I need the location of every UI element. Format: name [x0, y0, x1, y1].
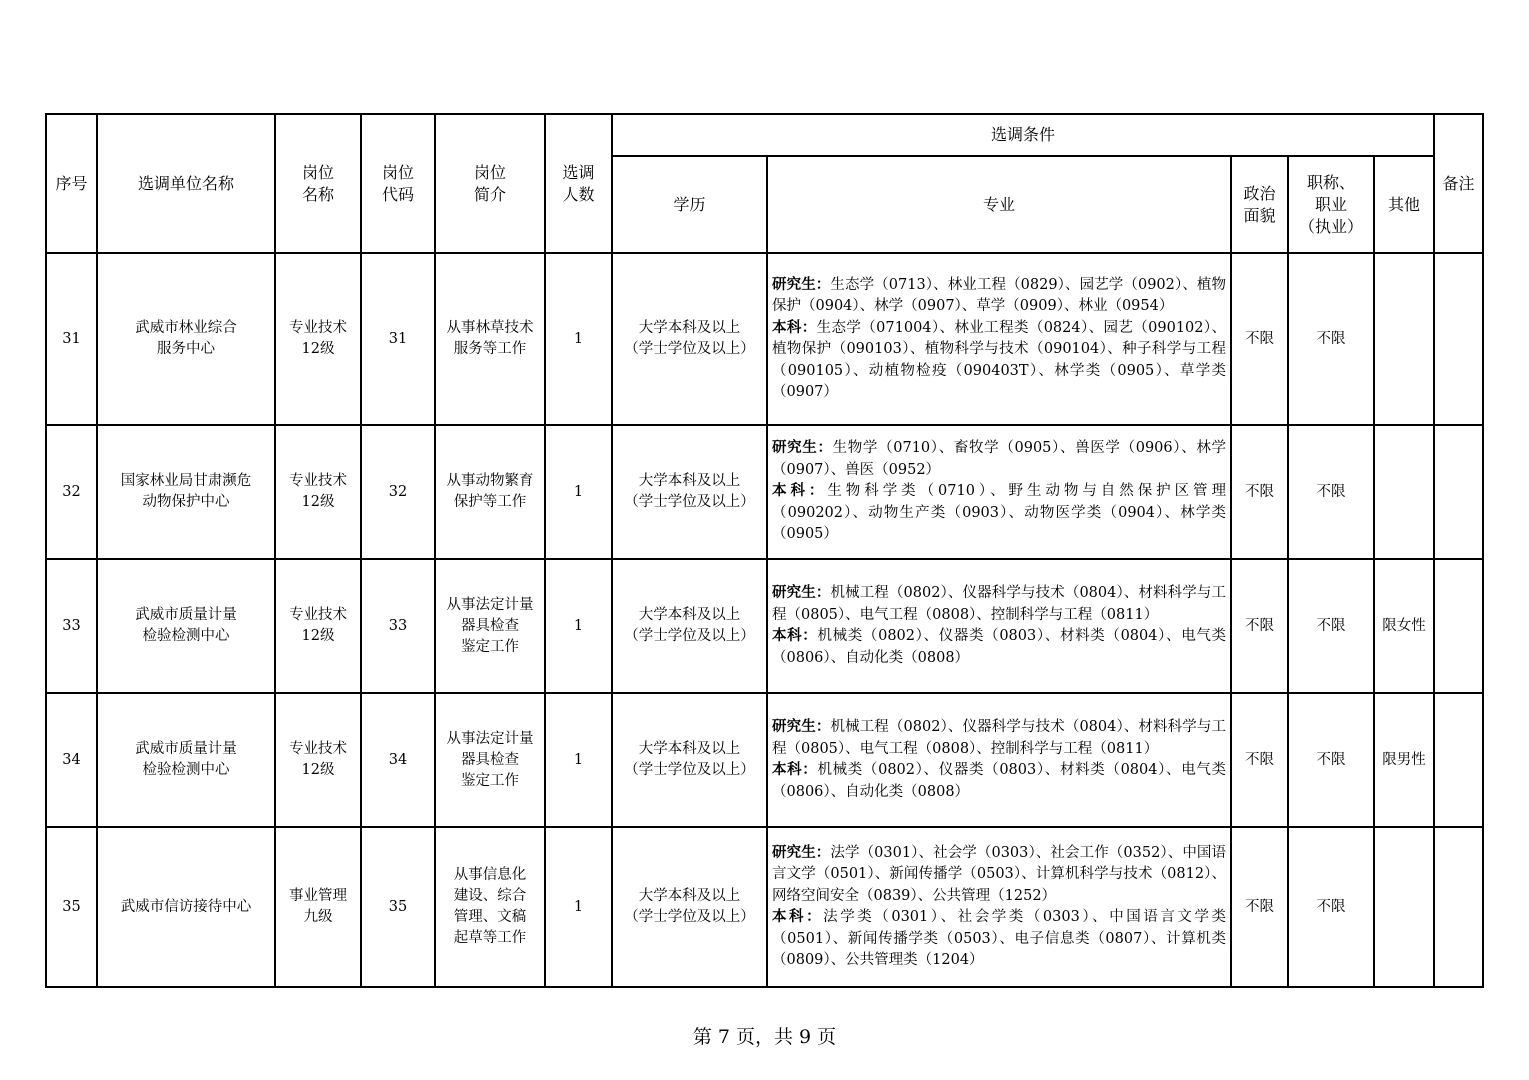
cell-post-code: 34	[361, 693, 435, 827]
cell-political: 不限	[1231, 425, 1288, 559]
cell-remark	[1434, 827, 1483, 987]
cell-post-code: 35	[361, 827, 435, 987]
header-title: 职称、 职业 （执业）	[1288, 156, 1374, 253]
cell-education: 大学本科及以上 （学士学位及以上）	[612, 693, 767, 827]
grad-label: 研究生：	[772, 844, 831, 861]
recruitment-table	[45, 113, 1484, 988]
cell-unit: 武威市质量计量 检验检测中心	[97, 559, 275, 693]
grad-label: 研究生：	[772, 276, 831, 293]
cell-other	[1374, 827, 1434, 987]
table-row	[46, 425, 1483, 559]
cell-major	[767, 693, 1231, 827]
header-conditions: 选调条件	[612, 114, 1434, 156]
header-post-desc: 岗位 简介	[435, 114, 545, 253]
cell-remark	[1434, 253, 1483, 425]
header-row-1	[46, 114, 1483, 156]
cell-other	[1374, 253, 1434, 425]
cell-political: 不限	[1231, 559, 1288, 693]
cell-unit: 武威市信访接待中心	[97, 827, 275, 987]
cell-seq: 31	[46, 253, 97, 425]
cell-education: 大学本科及以上 （学士学位及以上）	[612, 827, 767, 987]
cell-title: 不限	[1288, 559, 1374, 693]
cell-education: 大学本科及以上 （学士学位及以上）	[612, 425, 767, 559]
cell-unit: 武威市林业综合 服务中心	[97, 253, 275, 425]
cell-post-desc: 从事法定计量 器具检查 鉴定工作	[435, 693, 545, 827]
grad-majors: 生物学（0710）、畜牧学（0905）、兽医学（0906）、林学（0907）、兽医（0952）	[772, 440, 1227, 478]
table-row	[46, 827, 1483, 987]
cell-post-name: 专业技术 12级	[275, 253, 361, 425]
header-major: 专业	[767, 156, 1231, 253]
cell-post-code: 32	[361, 425, 435, 559]
grad-label: 研究生：	[772, 719, 831, 735]
grad-label: 研究生：	[772, 440, 833, 457]
cell-political: 不限	[1231, 827, 1288, 987]
cell-seq: 33	[46, 559, 97, 693]
cell-post-desc: 从事信息化 建设、综合 管理、文稿 起草等工作	[435, 827, 545, 987]
undergrad-majors: 法学类（0301）、社会学类（0303）、中国语言文学类（0501）、新闻传播学类（0503）、电子信息类（0807）、计算机类（0809）、公共管理类（1204）	[772, 909, 1226, 968]
cell-remark	[1434, 559, 1483, 693]
table-row	[46, 693, 1483, 827]
cell-count: 1	[545, 827, 612, 987]
undergrad-majors: 生态学（071004）、林业工程类（0824）、园艺（090102）、植物保护（090103）、植物科学与技术（090104）、种子科学与工程（090105）、动植物检疫（090403T）、林学类（0905）、草学类（0907）	[772, 319, 1227, 400]
cell-post-desc: 从事法定计量 器具检查 鉴定工作	[435, 559, 545, 693]
undergrad-majors: 机械类（0802）、仪器类（0803）、材料类（0804）、电气类（0806）、自动化类（0808）	[772, 628, 1227, 666]
cell-post-code: 31	[361, 253, 435, 425]
cell-post-desc: 从事动物繁育 保护等工作	[435, 425, 545, 559]
cell-other	[1374, 425, 1434, 559]
cell-seq: 32	[46, 425, 97, 559]
grad-majors: 机械工程（0802）、仪器科学与技术（0804）、材料科学与工程（0805）、电气工程（0808）、控制科学与工程（0811）	[772, 719, 1227, 757]
header-unit: 选调单位名称	[97, 114, 275, 253]
cell-post-name: 专业技术 12级	[275, 425, 361, 559]
cell-post-name: 专业技术 12级	[275, 559, 361, 693]
cell-title: 不限	[1288, 253, 1374, 425]
table-row	[46, 559, 1483, 693]
grad-majors: 法学（0301）、社会学（0303）、社会工作（0352）、中国语言文学（0501）、新闻传播学（0503）、计算机科学与技术（0812）、网络空间安全（0839）、公共管理（1252）	[772, 844, 1227, 904]
header-seq: 序号	[46, 114, 97, 253]
cell-major	[767, 559, 1231, 693]
cell-major	[767, 253, 1231, 425]
cell-education: 大学本科及以上 （学士学位及以上）	[612, 253, 767, 425]
undergrad-label: 本科：	[772, 319, 817, 336]
page-number: 第 7 页，共 9 页	[692, 1026, 837, 1048]
cell-count: 1	[545, 693, 612, 827]
cell-major	[767, 425, 1231, 559]
cell-other: 限男性	[1374, 693, 1434, 827]
header-post-code: 岗位 代码	[361, 114, 435, 253]
header-political: 政治 面貌	[1231, 156, 1288, 253]
cell-count: 1	[545, 253, 612, 425]
cell-post-name: 事业管理 九级	[275, 827, 361, 987]
undergrad-majors: 机械类（0802）、仪器类（0803）、材料类（0804）、电气类（0806）、自动化类（0808）	[772, 762, 1227, 800]
cell-post-desc: 从事林草技术 服务等工作	[435, 253, 545, 425]
cell-count: 1	[545, 425, 612, 559]
cell-political: 不限	[1231, 693, 1288, 827]
undergrad-label: 本科：	[772, 909, 824, 925]
cell-remark	[1434, 693, 1483, 827]
cell-unit: 武威市质量计量 检验检测中心	[97, 693, 275, 827]
cell-post-code: 33	[361, 559, 435, 693]
cell-seq: 34	[46, 693, 97, 827]
grad-majors: 生态学（0713）、林业工程（0829）、园艺学（0902）、植物保护（0904）、林学（0907）、草学（0909）、林业（0954）	[772, 276, 1227, 314]
grad-label: 研究生：	[772, 585, 831, 601]
table-row	[46, 253, 1483, 425]
undergrad-label: 本科：	[772, 483, 828, 500]
header-other: 其他	[1374, 156, 1434, 253]
header-education: 学历	[612, 156, 767, 253]
header-count: 选调 人数	[545, 114, 612, 253]
undergrad-majors: 生物科学类（0710）、野生动物与自然保护区管理（090202）、动物生产类（0903）、动物医学类（0904）、林学类（0905）	[772, 483, 1227, 543]
cell-title: 不限	[1288, 425, 1374, 559]
grad-majors: 机械工程（0802）、仪器科学与技术（0804）、材料科学与工程（0805）、电气工程（0808）、控制科学与工程（0811）	[772, 585, 1227, 623]
cell-unit: 国家林业局甘肃濒危 动物保护中心	[97, 425, 275, 559]
cell-count: 1	[545, 559, 612, 693]
cell-title: 不限	[1288, 827, 1374, 987]
cell-major	[767, 827, 1231, 987]
cell-remark	[1434, 425, 1483, 559]
cell-education: 大学本科及以上 （学士学位及以上）	[612, 559, 767, 693]
cell-post-name: 专业技术 12级	[275, 693, 361, 827]
cell-political: 不限	[1231, 253, 1288, 425]
header-remark: 备注	[1434, 114, 1483, 253]
cell-seq: 35	[46, 827, 97, 987]
cell-other: 限女性	[1374, 559, 1434, 693]
cell-title: 不限	[1288, 693, 1374, 827]
header-post-name: 岗位 名称	[275, 114, 361, 253]
undergrad-label: 本科：	[772, 628, 818, 644]
undergrad-label: 本科：	[772, 762, 818, 778]
